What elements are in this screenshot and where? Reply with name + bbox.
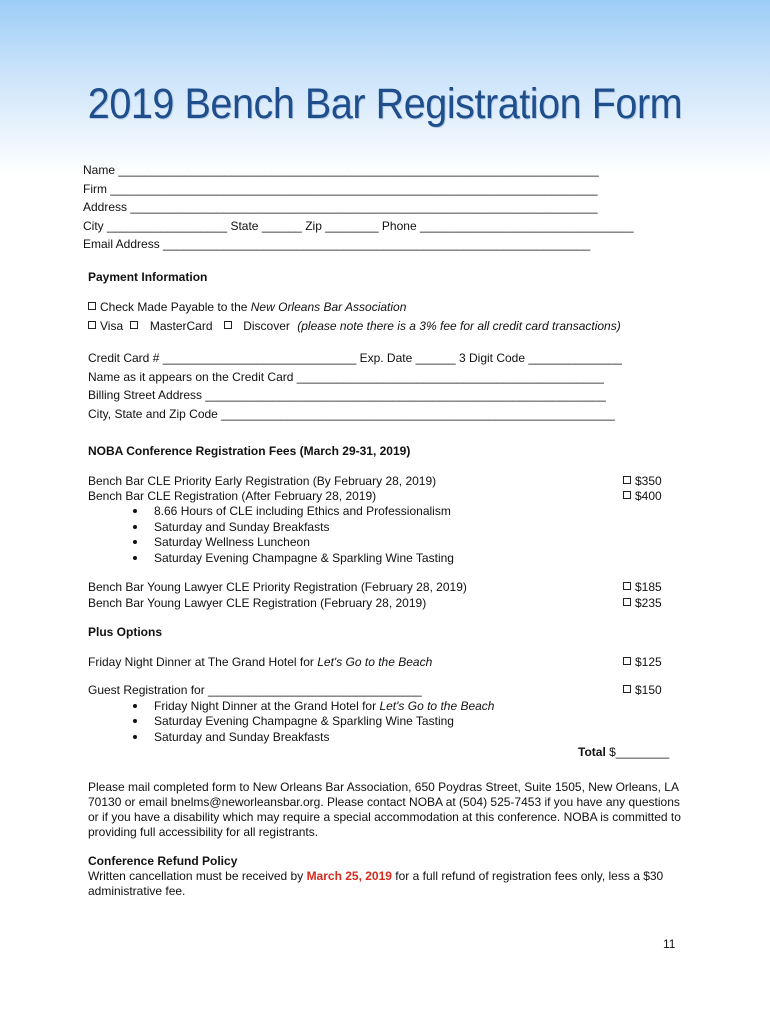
- bullet: [133, 735, 137, 739]
- checkbox-discover[interactable]: [224, 321, 232, 329]
- guest-registration-field[interactable]: Guest Registration for ________________________________: [88, 683, 422, 697]
- payment-heading: Payment Information: [88, 270, 208, 284]
- bullet: [133, 540, 137, 544]
- city-state-zip-phone-field[interactable]: City __________________ State ______ Zip ________ Phone ________________________________: [83, 219, 634, 233]
- checkbox-young-priority[interactable]: [623, 582, 631, 590]
- list-item: Saturday Evening Champagne & Sparkling Wine Tasting: [133, 551, 454, 566]
- dinner-event: Let's Go to the Beach: [317, 655, 433, 669]
- list-item: 8.66 Hours of CLE including Ethics and Professionalism: [133, 504, 451, 519]
- discover-label: Discover: [243, 319, 290, 333]
- visa-label: Visa: [100, 319, 124, 333]
- plus-options-heading: Plus Options: [88, 625, 163, 639]
- check-payee: New Orleans Bar Association: [250, 300, 407, 314]
- card-fee-note: (please note there is a 3% fee for all credit card transactions): [297, 319, 621, 333]
- early-registration-option[interactable]: $350: [623, 474, 662, 489]
- check-option[interactable]: Check Made Payable to the New Orleans Bar Association: [88, 300, 406, 315]
- bullet: [133, 556, 137, 560]
- checkbox-visa[interactable]: [88, 321, 96, 329]
- billing-address-field[interactable]: Billing Street Address ____________________________________________________________: [88, 388, 606, 402]
- total-label: Total: [578, 745, 606, 759]
- list-item: Saturday Evening Champagne & Sparkling Wine Tasting: [133, 714, 454, 729]
- checkbox-check[interactable]: [88, 302, 96, 310]
- card-options: [88, 319, 621, 334]
- list-item: Saturday and Sunday Breakfasts: [133, 730, 329, 745]
- email-field[interactable]: Email Address ________________________________________________________________: [83, 237, 591, 251]
- billing-city-field[interactable]: City, State and Zip Code ___________________________________________________________: [88, 407, 615, 421]
- young-regular-option[interactable]: $235: [623, 596, 662, 611]
- dinner-option[interactable]: $125: [623, 655, 662, 670]
- page-title: 2019 Bench Bar Registration Form: [87, 80, 683, 128]
- regular-registration-label: Bench Bar CLE Registration (After February 28, 2019): [88, 489, 377, 503]
- bullet: [133, 509, 137, 513]
- list-item: Friday Night Dinner at the Grand Hotel for Let's Go to the Beach: [133, 699, 494, 714]
- page-number: 11: [663, 937, 676, 951]
- list-item: Saturday Wellness Luncheon: [133, 535, 310, 550]
- young-priority-label: Bench Bar Young Lawyer CLE Priority Registration (February 28, 2019): [88, 580, 467, 594]
- refund-deadline: March 25, 2019: [306, 869, 392, 883]
- firm-field[interactable]: Firm _________________________________________________________________________: [83, 182, 598, 196]
- early-registration-label: Bench Bar CLE Priority Early Registration (By February 28, 2019): [88, 474, 437, 488]
- bullet: [133, 704, 137, 708]
- refund-heading: Conference Refund Policy: [88, 854, 238, 868]
- bullet: [133, 525, 137, 529]
- guest-option[interactable]: $150: [623, 683, 662, 698]
- credit-card-field[interactable]: Credit Card # _____________________________ Exp. Date ______ 3 Digit Code ______________: [88, 351, 622, 365]
- young-priority-option[interactable]: $185: [623, 580, 662, 595]
- regular-registration-option[interactable]: $400: [623, 489, 662, 504]
- dinner-label: Friday Night Dinner at The Grand Hotel for Let's Go to the Beach: [88, 655, 433, 669]
- name-field[interactable]: Name ________________________________________________________________________: [83, 163, 599, 177]
- checkbox-young-regular[interactable]: [623, 598, 631, 606]
- refund-policy-text: Written cancellation must be received by March 25, 2019 for a full refund of registration fees only, less a $30 administrative fee.: [88, 869, 664, 898]
- mail-instructions: Please mail completed form to New Orleans Bar Association, 650 Poydras Street, Suite 1505, New Orleans, LA 70130 or email bnelms@neworleansbar.org. Please contact NOBA at (504) 525-7453 if you have any questions or if you have a disability which may require a special accommodation at this conference. NOBA is committed to providing full accessibility for all registrants.: [88, 780, 681, 839]
- cardholder-name-field[interactable]: Name as it appears on the Credit Card ______________________________________________: [88, 370, 604, 384]
- list-item: Saturday and Sunday Breakfasts: [133, 520, 329, 535]
- mastercard-label: MasterCard: [149, 319, 213, 333]
- checkbox-guest[interactable]: [623, 685, 631, 693]
- checkbox-mastercard-left[interactable]: [130, 321, 138, 329]
- checkbox-early[interactable]: [623, 476, 631, 484]
- young-regular-label: Bench Bar Young Lawyer CLE Registration (February 28, 2019): [88, 596, 427, 610]
- checkbox-dinner[interactable]: [623, 657, 631, 665]
- bullet: [133, 719, 137, 723]
- fees-heading: NOBA Conference Registration Fees (March 29-31, 2019): [88, 444, 411, 458]
- checkbox-regular[interactable]: [623, 491, 631, 499]
- total-field[interactable]: Total $________: [578, 745, 670, 759]
- address-field[interactable]: Address ______________________________________________________________________: [83, 200, 598, 214]
